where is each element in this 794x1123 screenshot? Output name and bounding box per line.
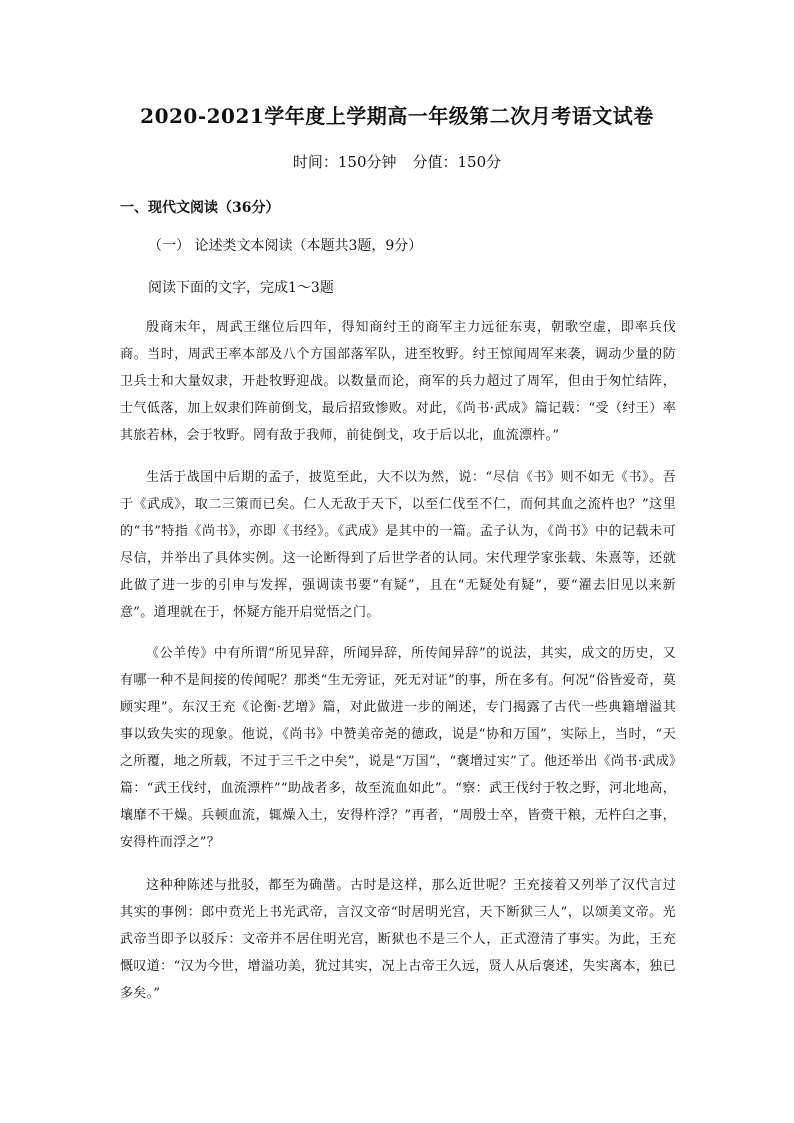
reading-instruction: 阅读下面的文字，完成1～3题 bbox=[148, 280, 334, 296]
passage-paragraph-1: 殷商末年，周武王继位后四年，得知商纣王的商军主力远征东夷，朝歌空虚，即率兵伐商。当时，周武王率本部及八个方国部落军队，进至牧野。纣王惊闻周军来袭，调动少量的防卫兵士和大量奴隶，开赴牧野迎战。以数量而论，商军的兵力超过了周军，但由于匆忙结阵，士气低落，加上奴隶们阵前倒戈，最后招致惨败。对此，《尚书·武成》篇记载：“受（纣王）率其旅若林，会于牧野。罔有敌于我师，前徒倒戈，攻于后以北，血流漂杵。” bbox=[120, 320, 676, 443]
passage-paragraph-4: 这种种陈述与批驳，都至为确凿。古时是这样，那么近世呢？王充接着又列举了汉代言过其实的事例：郎中贲光上书光武帝，言汉文帝“时居明光宫，天下断狱三人”，以颂美文帝。光武帝当即予以驳斥：文帝并不居住明光宫，断狱也不是三个人，正式澄清了事实。为此，王充慨叹道：“汉为今世，增溢功美，犹过其实，况上古帝王久远，贤人从后褒述，失实离本，独已多矣。” bbox=[120, 878, 676, 1001]
passage-paragraph-3: 《公羊传》中有所谓“所见异辞，所闻异辞，所传闻异辞”的说法，其实，成文的历史，又有哪一种不是间接的传闻呢？那类“生无旁证，死无对证”的事，所在多有。何况“俗皆爱奇，莫顾实理”。东汉王充《论衡·艺增》篇，对此做进一步的阐述，专门揭露了古代一些典籍增溢其事以致失实的现象。他说，《尚书》中赞美帝尧的德政，说是“协和万国”，实际上，当时，“天之所覆，地之所载，不过于三千之中矣”，说是“万国”，“褒增过实”了。他还举出《尚书·武成》篇：“武王伐纣，血流漂杵”“助战者多，故至流血如此”。“察：武王伐纣于牧之野，河北地高，壤靡不干燥。兵顿血流，辄燥入土，安得杵浮？”再者，“周殷士卒，皆赍干粮，无杵臼之事，安得杵而浮之”？ bbox=[120, 646, 676, 850]
exam-title: 2020-2021学年度上学期高一年级第二次月考语文试卷 bbox=[140, 104, 654, 128]
exam-score: 分值：150分 bbox=[412, 153, 502, 171]
sub-section-heading: （一） 论述类文本阅读（本题共3题，9分） bbox=[148, 238, 423, 254]
exam-time: 时间：150分钟 bbox=[292, 153, 397, 171]
passage-paragraph-2: 生活于战国中后期的孟子，披览至此，大不以为然，说：“尽信《书》则不如无《书》。吾于《武成》，取二三策而已矣。仁人无敌于天下，以至仁伐至不仁，而何其血之流杵也？”这里的“书”特指《尚书》，亦即《书经》。《武成》是其中的一篇。孟子认为，《尚书》中的记载未可尽信，并举出了具体实例。这一论断得到了后世学者的认同。宋代理学家张载、朱熹等，还就此做了进一步的引申与发挥，强调读书要“有疑”，且在“无疑处有疑”，要“濯去旧见以来新意”。道理就在于，怀疑方能开启觉悟之门。 bbox=[120, 470, 676, 620]
exam-time-and-score bbox=[0, 151, 794, 172]
section-heading: 一、现代文阅读（36分） bbox=[120, 200, 280, 216]
